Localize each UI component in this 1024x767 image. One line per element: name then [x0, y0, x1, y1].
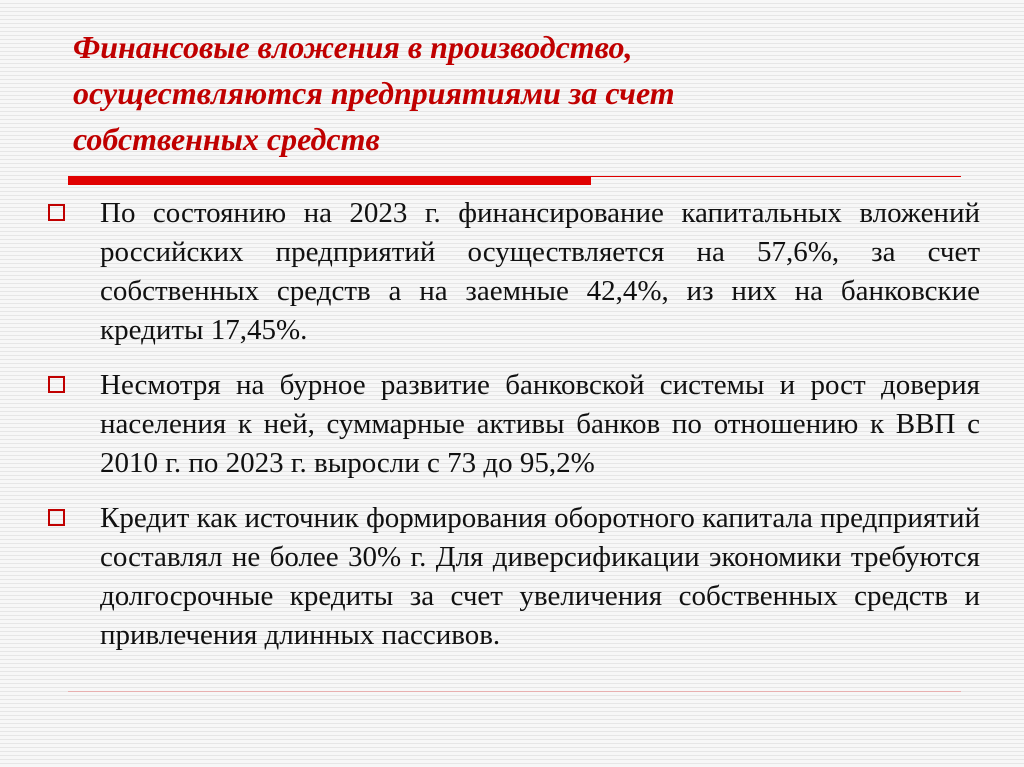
square-bullet-icon	[48, 509, 65, 526]
bullet-list	[48, 194, 980, 671]
slide-title	[73, 24, 973, 162]
square-bullet-icon	[48, 204, 65, 221]
bullet-item-2	[48, 366, 980, 483]
title-line-1: Финансовые вложения в производство,	[73, 29, 633, 65]
bullet-text-1: По состоянию на 2023 г. финансирование капитальных вложений российских предприятий осуществляется на 57,6%, за счет собственных средств а на заемные 42,4%, из них на банковские кредиты 17,45%.	[100, 197, 980, 346]
bullet-item-1	[48, 194, 980, 350]
title-line-2: осуществляются предприятиями за счет	[73, 75, 675, 111]
title-line-3: собственных средств	[73, 121, 380, 157]
bullet-text-3: Кредит как источник формирования оборотного капитала предприятий составлял не более 30% г. Для диверсификации экономики требуются долгосрочные кредиты за счет увеличения собственных средств и привлечения длинных пассивов.	[100, 502, 980, 651]
footer-divider	[68, 691, 961, 692]
title-underline-thin	[591, 176, 961, 177]
square-bullet-icon	[48, 376, 65, 393]
bullet-item-3	[48, 499, 980, 655]
bullet-text-2: Несмотря на бурное развитие банковской системы и рост доверия населения к ней, суммарные активы банков по отношению к ВВП с 2010 г. по 2023 г. выросли с 73 до 95,2%	[100, 369, 980, 479]
title-underline-thick	[68, 176, 591, 185]
